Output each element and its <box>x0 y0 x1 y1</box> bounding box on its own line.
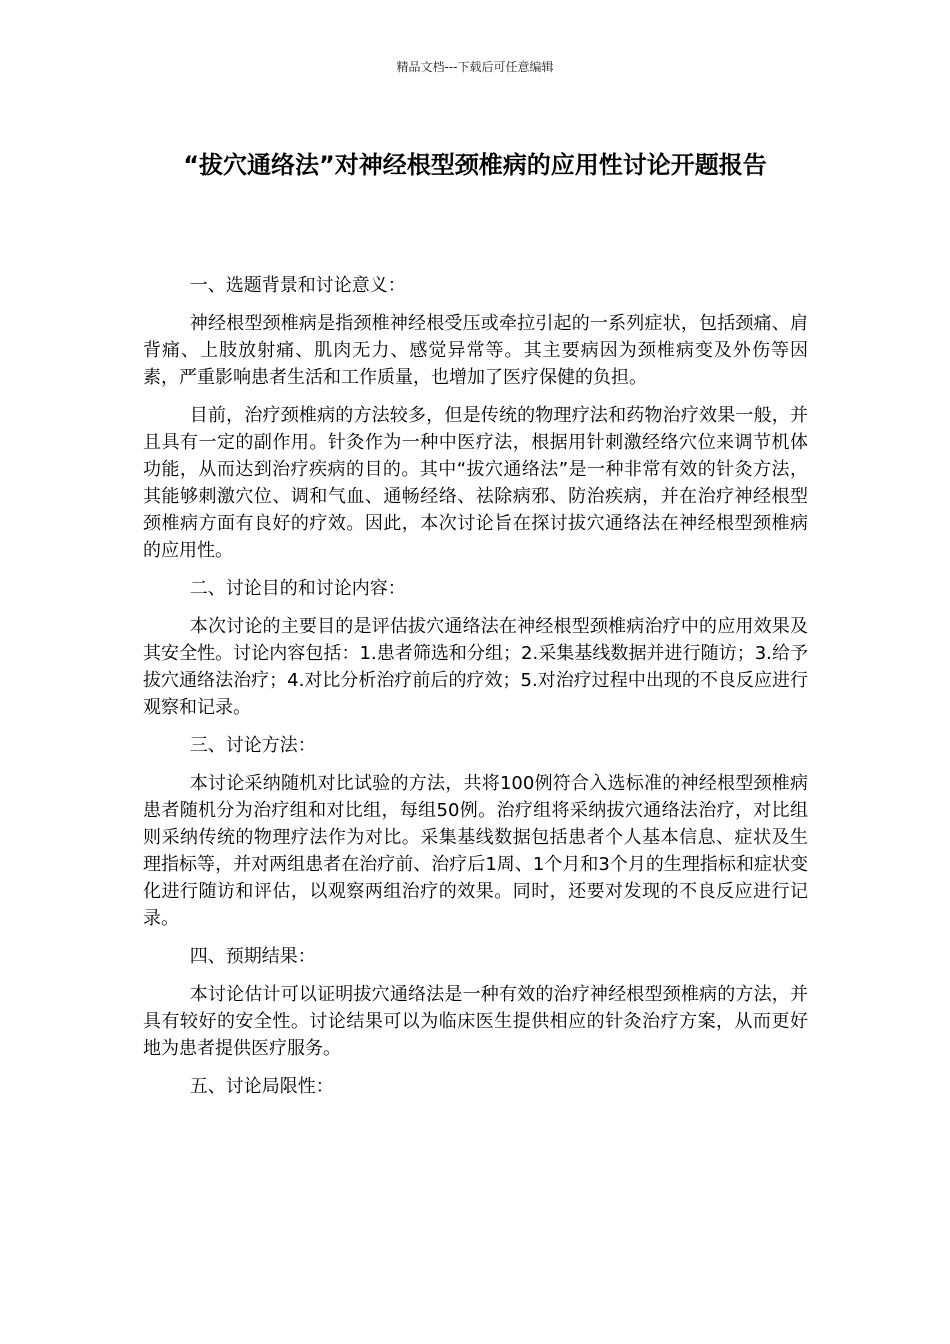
section-4-heading: 四、预期结果： <box>189 946 316 967</box>
section-5-heading: 五、讨论局限性： <box>189 1076 334 1097</box>
section-3-heading: 三、讨论方法： <box>189 735 316 756</box>
document-body <box>143 272 808 1111</box>
section-3-paragraph-1: 本讨论采纳随机对比试验的方法，共将100例符合入选标准的神经根型颈椎病患者随机分为治疗组和对比组，每组50例。治疗组将采纳拔穴通络法治疗，对比组则采纳传统的物理疗法作为对比。采集基线数据包括患者个人基本信息、症状及生理指标等，并对两组患者在治疗前、治疗后1周、1个月和3个月的生理指标和症状变化进行随访和评估，以观察两组治疗的效果。同时，还要对发现的不良反应进行记录。 <box>143 773 808 929</box>
section-1-heading: 一、选题背景和讨论意义： <box>189 275 406 296</box>
section-1-paragraph-2: 目前，治疗颈椎病的方法较多，但是传统的物理疗法和药物治疗效果一般，并且具有一定的副作用。针灸作为一种中医疗法，根据用针刺激经络穴位来调节机体功能，从而达到治疗疾病的目的。其中“拔穴通络法”是一种非常有效的针灸方法，其能够刺激穴位、调和气血、通畅经络、祛除病邪、防治疾病，并在治疗神经根型颈椎病方面有良好的疗效。因此，本次讨论旨在探讨拔穴通络法在神经根型颈椎病的应用性。 <box>143 405 808 561</box>
document-title: “拔穴通络法”对神经根型颈椎病的应用性讨论开题报告 <box>183 151 767 179</box>
section-2-paragraph-1: 本次讨论的主要目的是评估拔穴通络法在神经根型颈椎病治疗中的应用效果及其安全性。讨论内容包括：1.患者筛选和分组；2.采集基线数据并进行随访；3.给予拔穴通络法治疗；4.对比分析治疗前后的疗效；5.对治疗过程中出现的不良反应进行观察和记录。 <box>143 616 808 718</box>
header-note: 精品文档---下载后可任意编辑 <box>396 60 554 74</box>
section-1-paragraph-1: 神经根型颈椎病是指颈椎神经根受压或牵拉引起的一系列症状，包括颈痛、肩背痛、上肢放射痛、肌肉无力、感觉异常等。其主要病因为颈椎病变及外伤等因素，严重影响患者生活和工作质量，也增加了医疗保健的负担。 <box>143 313 808 388</box>
section-2-heading: 二、讨论目的和讨论内容： <box>189 578 406 599</box>
section-4-paragraph-1: 本讨论估计可以证明拔穴通络法是一种有效的治疗神经根型颈椎病的方法，并具有较好的安全性。讨论结果可以为临床医生提供相应的针灸治疗方案，从而更好地为患者提供医疗服务。 <box>143 984 808 1059</box>
